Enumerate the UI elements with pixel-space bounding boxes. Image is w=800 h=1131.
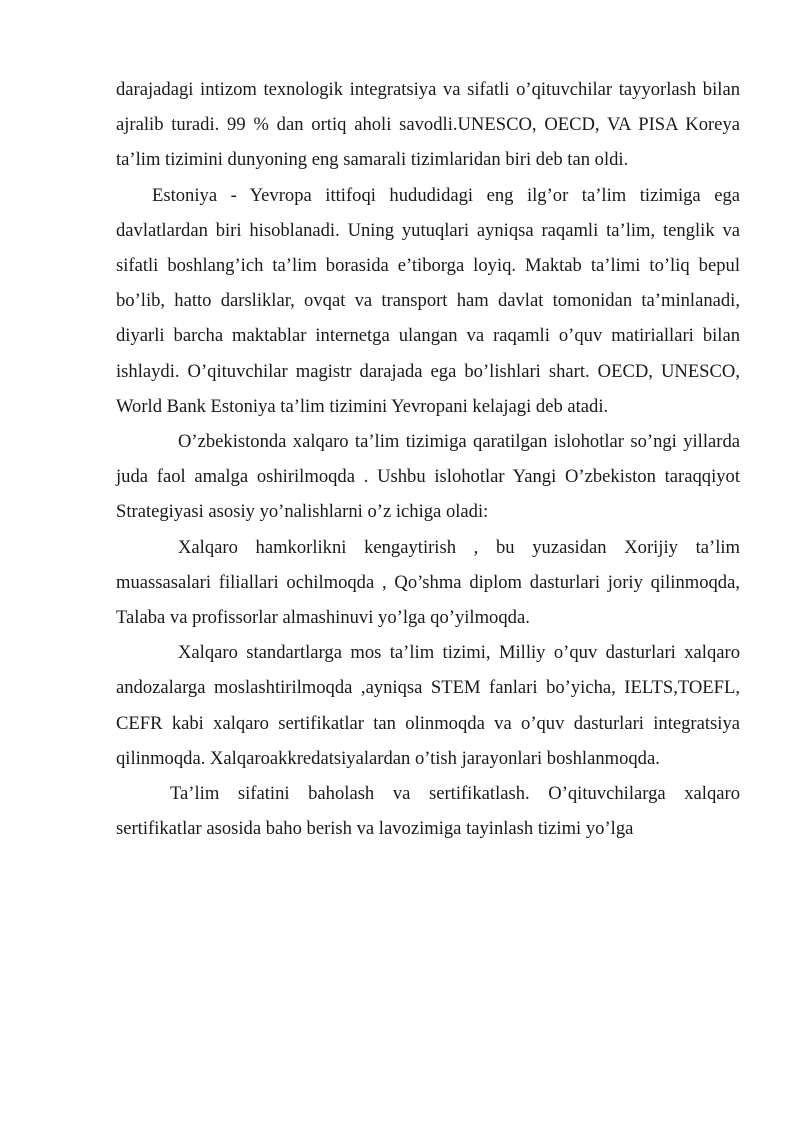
paragraph-international-cooperation: Xalqaro hamkorlikni kengaytirish , bu yuzasidan Xorijiy ta’lim muassasalari filiallari ochilmoqda , Qo’shma diplom dasturlari joriy qilinmoqda, Talaba va profissorlar almashinuvi yo’lga qo’yilmoqda. [116, 536, 740, 629]
paragraph-estonia: Estoniya - Yevropa ittifoqi hududidagi eng ilg’or ta’lim tizimiga ega davlatlardan biri hisoblanadi. Uning yutuqlari ayniqsa raqamli ta’lim, tenglik va sifatli boshlang’ich ta’lim borasida e’tiborga loyiq. Maktab ta’limi to’liq bepul bo’lib, hatto darsliklar, ovqat va transport ham davlat tomonidan ta’minlanadi, diyarli barcha maktablar internetga ulangan va raqamli o’quv matiriallari bilan ishlaydi. O’qituvchilar magistr darajada ega bo’lishlari shart. OECD, UNESCO, World Bank Estoniya ta’lim tizimini Yevropani kelajagi deb atadi. [116, 184, 740, 417]
paragraph-korea-continued: darajadagi intizom texnologik integratsiya va sifatli o’qituvchilar tayyorlash bilan ajralib turadi. 99 % dan ortiq aholi savodli.UNESCO, OECD, VA PISA Koreya ta’lim tizimini dunyoning eng samarali tizimlaridan biri deb tan oldi. [116, 79, 740, 171]
paragraph-quality-assessment: Ta’lim sifatini baholash va sertifikatlash. O’qituvchilarga xalqaro sertifikatlar asosida baho berish va lavozimiga tayinlash tizimi yo’lga [116, 783, 740, 840]
paragraph-international-standards: Xalqaro standartlarga mos ta’lim tizimi, Milliy o’quv dasturlari xalqaro andozalarga moslashtirilmoqda ,ayniqsa STEM fanlari bo’yicha, IELTS,TOEFL, CEFR kabi xalqaro sertifikatlar tan olinmoqda va o’quv dasturlari integratsiya qilinmoqda. Xalqaroakkredatsiyalardan o’tish jarayonlari boshlanmoqda. [116, 642, 740, 769]
paragraph-uzbekistan-reforms: O’zbekistonda xalqaro ta’lim tizimiga qaratilgan islohotlar so’ngi yillarda juda faol amalga oshirilmoqda . Ushbu islohotlar Yangi O’zbekiston taraqqiyot Strategiyasi asosiy yo’nalishlarni o’z ichiga oladi: [116, 431, 740, 523]
document-body [116, 72, 740, 846]
